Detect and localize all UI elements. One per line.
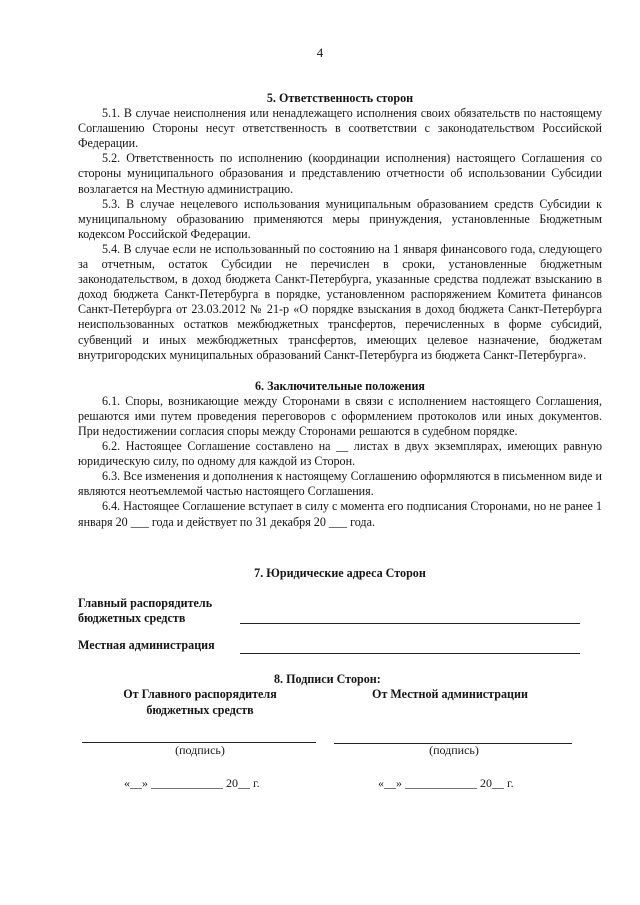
right-signature-caption: (подпись)	[429, 743, 479, 757]
paragraph-6-2: 6.2. Настоящее Соглашение составлено на __ листах в двух экземплярах, имеющих равную юридическую силу, по одному для каждой из Сторон.	[78, 439, 602, 469]
section-8-title: 8. Подписи Сторон:	[274, 672, 381, 686]
left-date-line: «__» ____________ 20__ г.	[124, 776, 260, 790]
paragraph-5-3: 5.3. В случае нецелевого использования муниципальным образованием средств Субсидии к муниципальному образованию применяются меры принуждения, установленные Бюджетным кодексом Российской Федерации.	[78, 196, 602, 241]
section-7-title: 7. Юридические адреса Сторон	[254, 566, 426, 580]
paragraph-6-4: 6.4. Настоящее Соглашение вступает в силу с момента его подписания Сторонами, но не ранее 1 января 20 ___ года и действует по 31 декабря 20 ___ года.	[78, 499, 602, 529]
local-address-line[interactable]	[240, 653, 580, 654]
left-signature-caption: (подпись)	[175, 743, 225, 757]
paragraph-5-2: 5.2. Ответственность по исполнению (координации исполнения) настоящего Соглашения со стороны муниципального образования и представлению отчетности об использовании Субсидии возлагается на Местную администрацию.	[78, 151, 602, 196]
page-number: 4	[316, 45, 324, 60]
left-signatory-title: От Главного распорядителя бюджетных средств	[123, 687, 277, 717]
chief-label: Главный распорядитель бюджетных средств	[78, 596, 213, 625]
section-6-title: 6. Заключительные положения	[255, 378, 425, 393]
paragraph-6-1: 6.1. Споры, возникающие между Сторонами в связи с исполнением настоящего Соглашения, решаются ими путем проведения переговоров с оформлением протоколов или иных документов. При недостижении согласия споры между Сторонами решаются в судебном порядке.	[78, 393, 602, 438]
paragraph-5-1: 5.1. В случае неисполнения или ненадлежащего исполнения своих обязательств по настоящему Соглашению Стороны несут ответственность в соответствии с законодательством Российской Федерации.	[78, 106, 602, 151]
paragraph-6-3: 6.3. Все изменения и дополнения к настоящему Соглашению оформляются в письменном виде и являются неотъемлемой частью настоящего Соглашения.	[78, 469, 602, 499]
section-5-title: 5. Ответственность сторон	[266, 91, 414, 105]
chief-address-line[interactable]	[240, 623, 580, 624]
right-signatory-title: От Местной администрации	[372, 687, 528, 701]
paragraph-5-4: 5.4. В случае если не использованный по состоянию на 1 января финансового года, следующего за отчетным, остаток Субсидии не перечислен в сроки, установленные бюджетным законодательством, в доход бюджета Санкт-Петербурга, указанные средства подлежат взысканию в доход бюджета Санкт-Петербурга в порядке, установленном распоряжением Комитета финансов Санкт-Петербурга от 23.03.2012 № 21-р «О порядке взыскания в доход бюджета Санкт-Петербурга неиспользованных остатков межбюджетных трансфертов, перечисленных в форме субсидий, субвенций и иных межбюджетных трансфертов, имеющих целевое назначение, бюджетам внутригородских муниципальных образований Санкт-Петербурга из бюджета Санкт-Петербурга».	[78, 241, 602, 362]
local-admin-label: Местная администрация	[78, 638, 215, 652]
right-date-line: «__» ____________ 20__ г.	[378, 776, 514, 790]
sections-5-6	[78, 91, 602, 530]
